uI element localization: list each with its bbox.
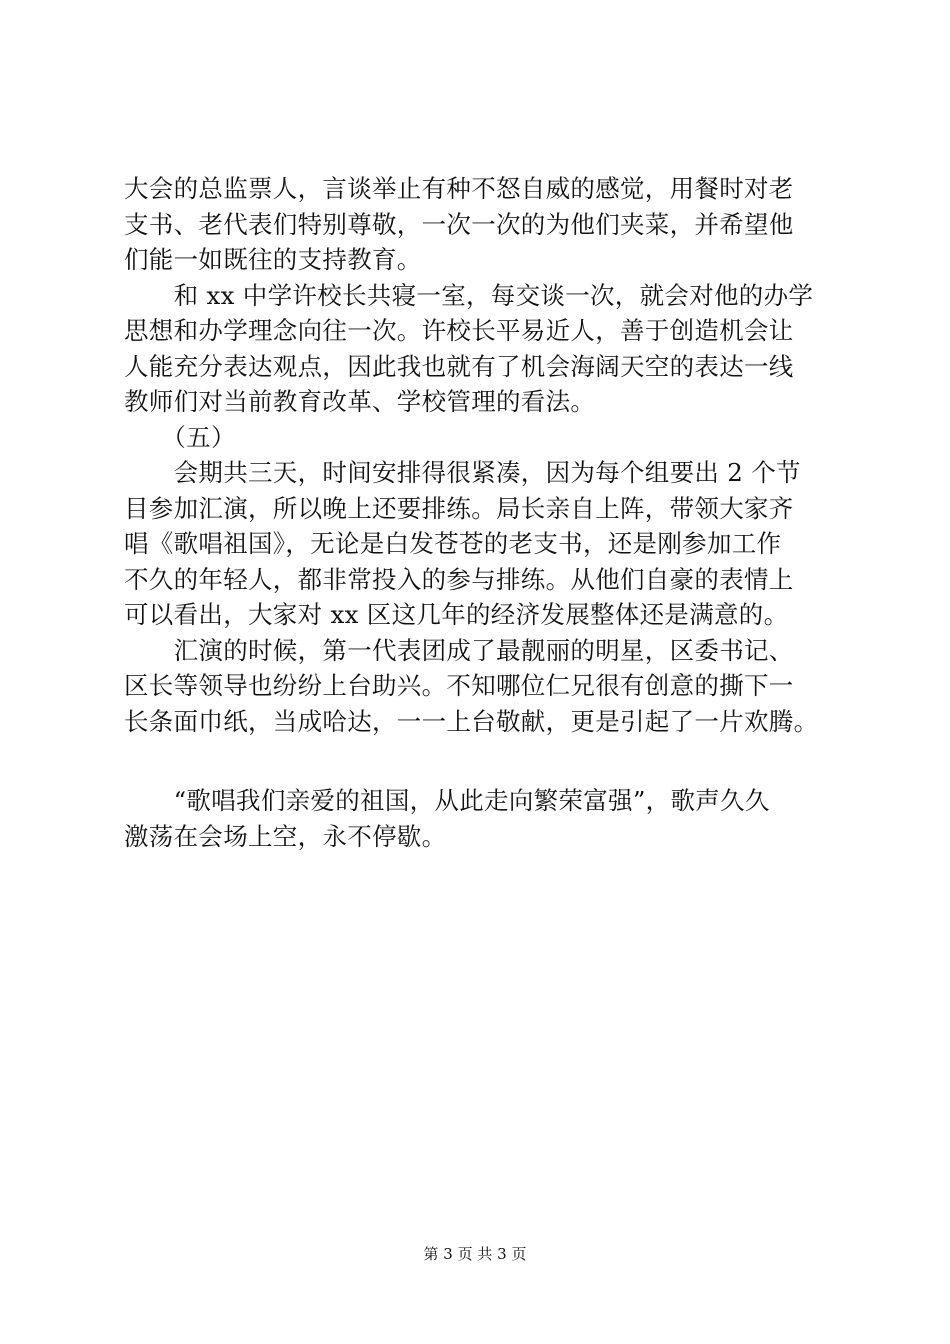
text-line: 目参加汇演，所以晚上还要排练。局长亲自上阵，带领大家齐 [124, 493, 794, 523]
paragraph-gap [124, 739, 836, 783]
text-line: 不久的年轻人，都非常投入的参与排练。从他们自豪的表情上 [124, 564, 794, 594]
page-footer: 第 3 页 共 3 页 [423, 1245, 527, 1263]
text-line: 大会的总监票人，言谈举止有种不怒自威的感觉，用餐时对老 [124, 174, 794, 203]
text-line: 会期共三天，时间安排得很紧凑，因为每个组要出 2 个节 [124, 458, 801, 487]
text-line: 思想和办学理念向往一次。许校长平易近人，善于创造机会让 [124, 316, 794, 345]
closing-line: 激荡在会场上空，永不停歇。 [124, 821, 447, 851]
closing-line: “歌唱我们亲爱的祖国，从此走向繁荣富强”，歌声久久 [124, 786, 770, 815]
text-line: 和 xx 中学许校长共寝一室，每交谈一次，就会对他的办学 [124, 280, 814, 310]
text-line: 长条面巾纸，当成哈达，一一上台敬献，更是引起了一片欢腾。 [124, 706, 819, 736]
text-line: 教师们对当前教育改革、学校管理的看法。 [124, 387, 596, 416]
text-line: 支书、老代表们特别尊敬，一次一次的为他们夹菜，并希望他 [124, 209, 794, 239]
text-line: 汇演的时候，第一代表团成了最靓丽的明星，区委书记、 [124, 635, 794, 665]
text-line: 可以看出，大家对 xx 区这几年的经济发展整体还是满意的。 [124, 600, 789, 629]
text-line: 唱《歌唱祖国》，无论是白发苍苍的老支书，还是刚参加工作 [124, 529, 782, 558]
text-line: 区长等领导也纷纷上台助兴。不知哪位仁兄很有创意的撕下一 [124, 671, 794, 700]
text-line: 人能充分表达观点，因此我也就有了机会海阔天空的表达一线 [124, 351, 794, 381]
text-line: 们能一如既往的支持教育。 [124, 245, 422, 274]
document-body [124, 171, 836, 854]
section-heading: （五） [124, 422, 236, 452]
